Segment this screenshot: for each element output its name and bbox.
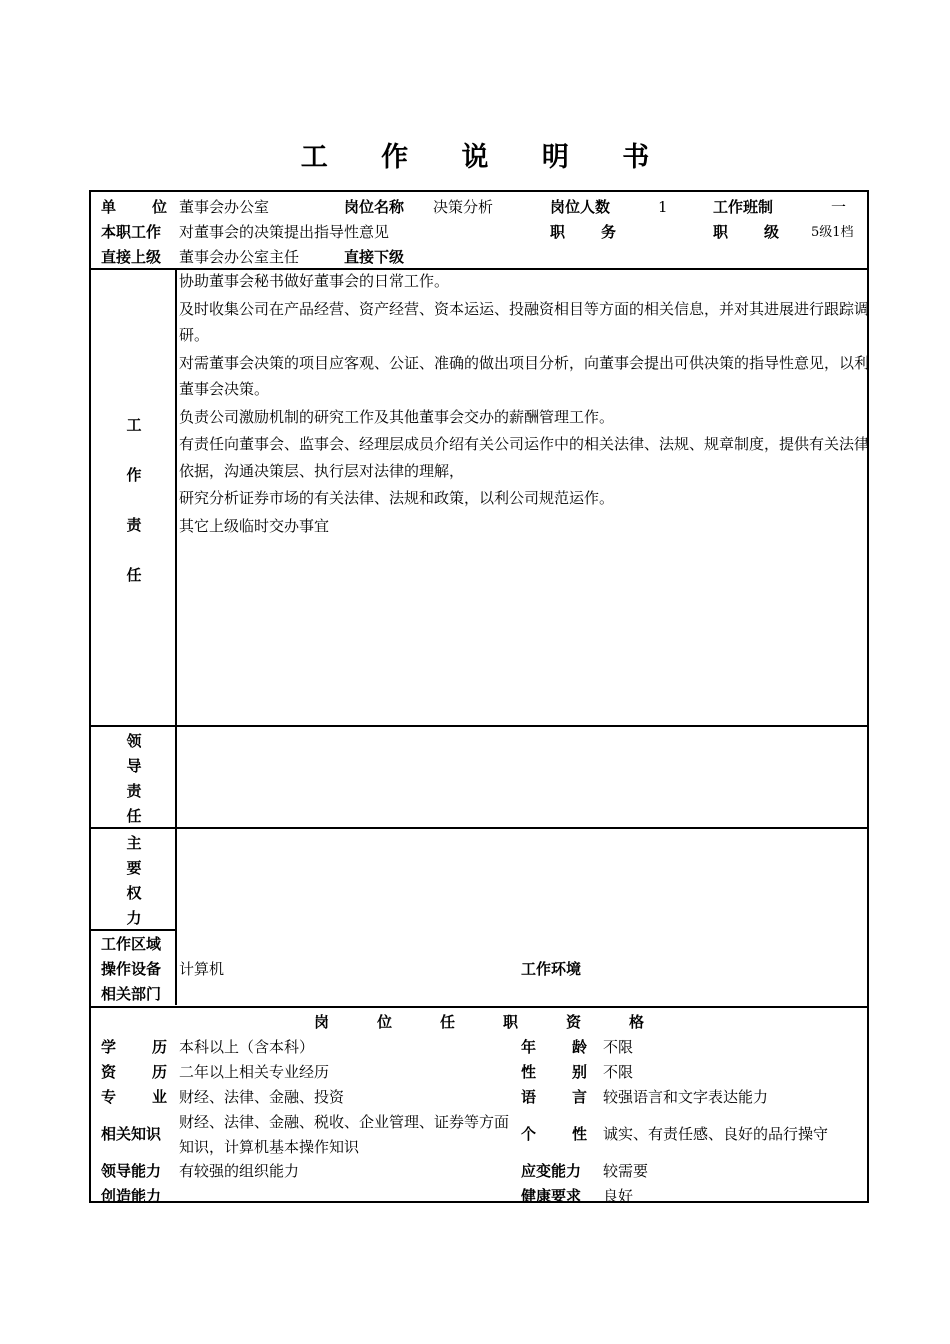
equipment-value: 计算机 [179, 960, 225, 978]
personality-label: 个 性 [521, 1125, 587, 1143]
leadership-ability-value: 有较强的组织能力 [179, 1162, 300, 1180]
document-title: 工 作 说 明 书 [300, 142, 672, 173]
divider [91, 929, 177, 931]
post-name-label: 岗位名称 [344, 198, 405, 216]
knowledge-value: 财经、法律、金融、税收、企业管理、证券等方面知识，计算机基本操作知识 [179, 1113, 510, 1156]
subordinate-label: 直接下级 [344, 248, 405, 266]
list-item: 有责任向董事会、监事会、经理层成员介绍有关公司运作中的相关法律、法规、规章制度，提供有关法律依据，沟通决策层、执行层对法律的理解， [179, 435, 870, 480]
health-label: 健康要求 [521, 1187, 582, 1205]
age-value: 不限 [603, 1038, 634, 1056]
creative-label: 创造能力 [101, 1187, 162, 1205]
education-value: 本科以上（含本科） [179, 1038, 315, 1056]
rank-value: 5级1档 [811, 225, 854, 240]
list-item: 对需董事会决策的项目应客观、公证、准确的做出项目分析，向董事会提出可供决策的指导性意见，以利董事会决策。 [179, 353, 870, 398]
authority-label: 主 要 权 力 [126, 834, 142, 927]
shift-value: 一 [831, 198, 847, 216]
unit-label: 单 位 [101, 198, 167, 216]
age-label: 年 龄 [521, 1038, 587, 1056]
equipment-label: 操作设备 [101, 960, 162, 978]
list-item: 协助董事会秘书做好董事会的日常工作。 [179, 272, 450, 290]
responsibilities-list [179, 268, 869, 540]
position-label: 职 务 [550, 223, 616, 241]
personality-value: 诚实、有责任感、良好的品行操守 [603, 1125, 829, 1143]
leadership-label: 领 导 责 任 [126, 732, 142, 825]
gender-value: 不限 [603, 1063, 634, 1081]
list-item: 负责公司激励机制的研究工作及其他董事会交办的薪酬管理工作。 [179, 407, 615, 426]
adapt-value: 较需要 [603, 1162, 649, 1180]
shift-label: 工作班制 [713, 198, 774, 216]
adapt-label: 应变能力 [521, 1162, 582, 1180]
post-count-value: 1 [658, 198, 668, 216]
post-name-value: 决策分析 [433, 198, 494, 216]
education-label: 学 历 [101, 1038, 167, 1056]
rank-label: 职 级 [713, 223, 779, 241]
job-description-table [89, 190, 869, 1203]
language-label: 语 言 [521, 1088, 587, 1106]
health-value: 良好 [603, 1187, 634, 1205]
gender-label: 性 别 [521, 1063, 587, 1081]
knowledge-label: 相关知识 [101, 1125, 162, 1143]
qualification-heading: 岗位任职资格 [313, 1013, 692, 1031]
responsibilities-label: 工 作 责 任 [126, 416, 142, 584]
superior-label: 直接上级 [101, 248, 162, 266]
major-label: 专 业 [101, 1088, 167, 1106]
area-label: 工作区域 [101, 935, 162, 953]
experience-value: 二年以上相关专业经历 [179, 1063, 330, 1081]
list-item: 及时收集公司在产品经营、资产经营、资本运运、投融资相目等方面的相关信息，并对其进展进行跟踪调研。 [179, 299, 870, 344]
environment-label: 工作环境 [521, 960, 582, 978]
post-count-label: 岗位人数 [550, 198, 611, 216]
duty-label: 本职工作 [101, 223, 162, 241]
language-value: 较强语言和文字表达能力 [603, 1088, 769, 1106]
duty-value: 对董事会的决策提出指导性意见 [179, 223, 390, 241]
list-item: 其它上级临时交办事宜 [179, 516, 330, 535]
list-item: 研究分析证券市场的有关法律、法规和政策，以利公司规范运作。 [179, 489, 615, 507]
leadership-ability-label: 领导能力 [101, 1162, 162, 1180]
dept-label: 相关部门 [101, 985, 162, 1003]
divider [91, 1006, 867, 1008]
divider [91, 827, 867, 829]
major-value: 财经、法律、金融、投资 [179, 1088, 345, 1106]
superior-value: 董事会办公室主任 [179, 248, 300, 266]
divider [91, 725, 867, 727]
experience-label: 资 历 [101, 1063, 167, 1081]
unit-value: 董事会办公室 [179, 198, 270, 216]
